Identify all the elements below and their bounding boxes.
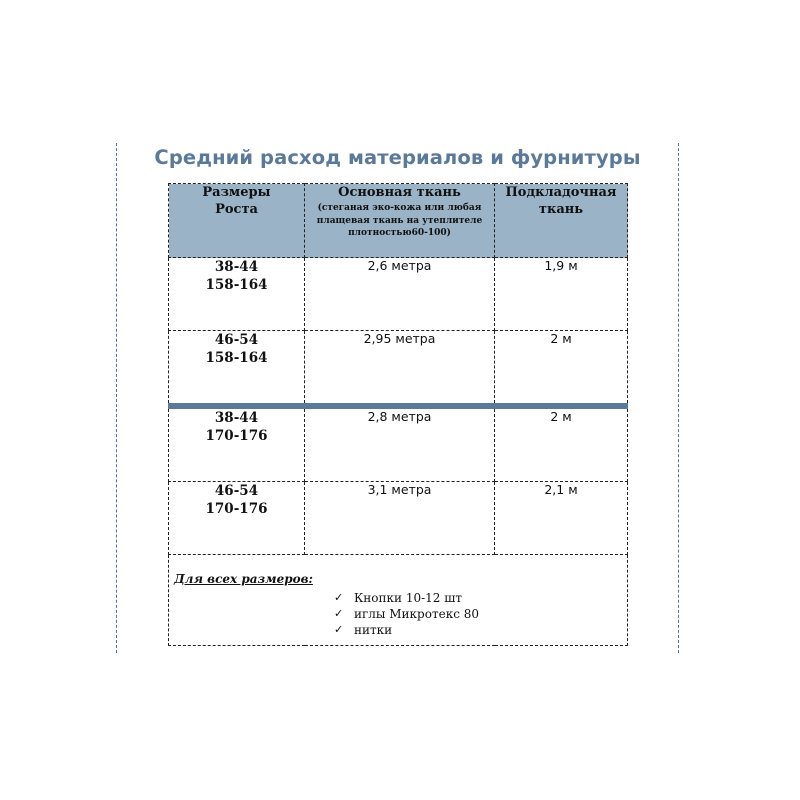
- list-item: [334, 606, 627, 622]
- checkmark-icon: ✓: [334, 591, 344, 604]
- header-main-fabric-note: (стеганая эко-кожа или любая плащевая ткань на утеплителе плотностью60-100): [316, 203, 483, 238]
- height-range: 158-164: [205, 277, 268, 293]
- header-lining: [495, 184, 628, 258]
- lining-amount: 2 м: [495, 331, 628, 407]
- notes-title: Для всех размеров:: [174, 572, 313, 586]
- header-main-fabric-label: Основная ткань: [338, 185, 461, 200]
- header-lining-line-2: ткань: [538, 202, 584, 217]
- list-item: [334, 590, 627, 606]
- main-fabric-amount: 2,6 метра: [305, 258, 495, 331]
- size-cell: [169, 406, 305, 482]
- lining-amount: 1,9 м: [495, 258, 628, 331]
- size-cell: [169, 331, 305, 407]
- size-range: 46-54: [214, 332, 259, 348]
- list-item: [334, 622, 627, 638]
- checkmark-icon: ✓: [334, 607, 344, 620]
- table-row: [169, 331, 628, 407]
- size-cell: [169, 482, 305, 555]
- size-range: 46-54: [214, 483, 259, 499]
- lining-amount: 2,1 м: [495, 482, 628, 555]
- size-range: 38-44: [214, 410, 259, 426]
- checkmark-icon: ✓: [334, 623, 344, 636]
- size-range: 38-44: [214, 259, 259, 275]
- materials-table: [168, 183, 628, 646]
- lining-amount: 2 м: [495, 406, 628, 482]
- header-sizes-line-1: Размеры: [202, 185, 271, 200]
- page-margin-left: [116, 143, 117, 653]
- height-range: 170-176: [205, 428, 268, 444]
- notes-row: [169, 555, 628, 646]
- table-row: [169, 258, 628, 331]
- header-sizes: [169, 184, 305, 258]
- main-fabric-amount: 3,1 метра: [305, 482, 495, 555]
- page-title: Средний расход материалов и фурнитуры: [154, 146, 641, 169]
- header-lining-line-1: Подкладочная: [505, 185, 617, 200]
- list-item-text: нитки: [354, 623, 393, 637]
- main-fabric-amount: 2,95 метра: [305, 331, 495, 407]
- list-item-text: Кнопки 10-12 шт: [354, 591, 463, 605]
- page-margin-right: [678, 143, 679, 653]
- main-fabric-amount: 2,8 метра: [305, 406, 495, 482]
- table-row: [169, 406, 628, 482]
- header-row: [169, 184, 628, 258]
- table-row: [169, 482, 628, 555]
- list-item-text: иглы Микротекс 80: [354, 607, 480, 621]
- header-main-fabric: [305, 184, 495, 258]
- height-range: 158-164: [205, 350, 268, 366]
- size-cell: [169, 258, 305, 331]
- height-range: 170-176: [205, 501, 268, 517]
- notes-cell: [169, 555, 628, 646]
- notes-list: [334, 590, 627, 638]
- header-sizes-line-2: Роста: [215, 202, 258, 217]
